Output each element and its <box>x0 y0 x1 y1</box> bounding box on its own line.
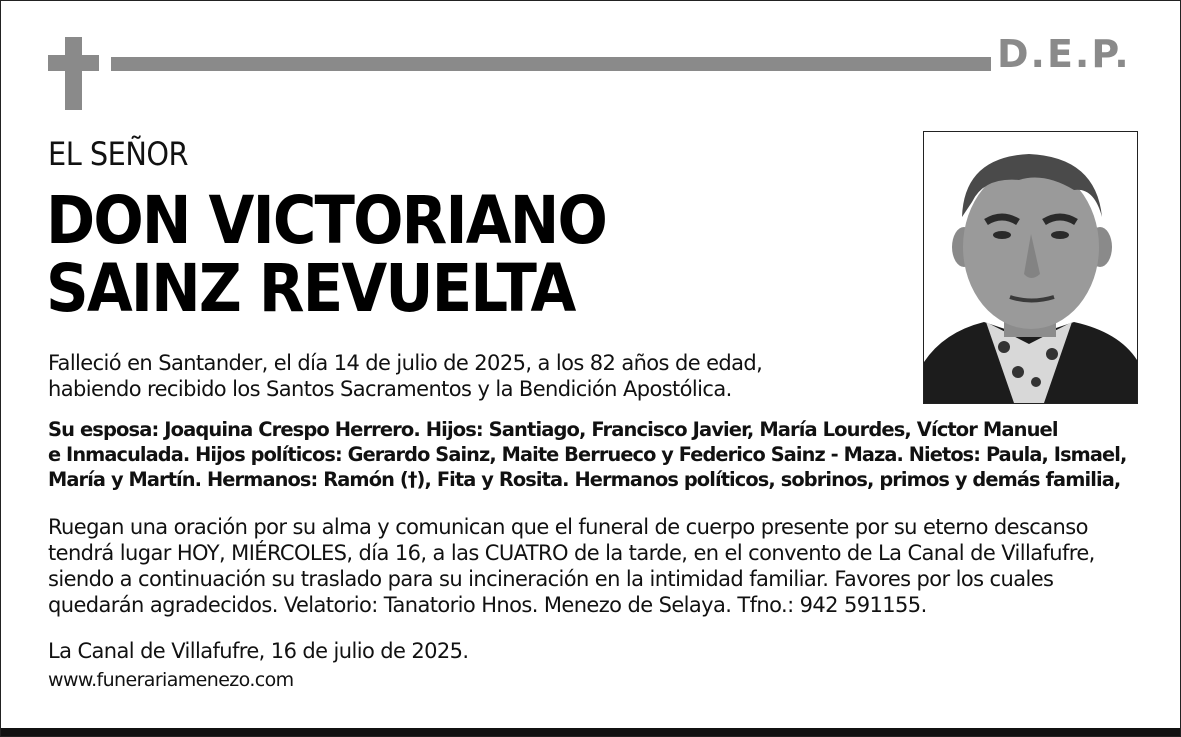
family-list <box>48 417 1137 492</box>
header-rule <box>111 57 991 71</box>
cross-icon <box>65 37 82 110</box>
death-info-line2: habiendo recibido los Santos Sacramentos y la Bendición Apostólica. <box>48 377 732 401</box>
dep-label: D.E.P. <box>997 32 1131 76</box>
title-prefix: EL SEÑOR <box>48 135 189 173</box>
funeral-line2: tendrá lugar HOY, MIÉRCOLES, día 16, a las CUATRO de la tarde, en el convento de La Canal de Villafufre, <box>48 541 1095 565</box>
death-info-line1: Falleció en Santander, el día 14 de julio de 2025, a los 82 años de edad, <box>48 351 763 375</box>
family-line2: e Inmaculada. Hijos políticos: Gerardo Sainz, Maite Berrueco y Federico Sainz - Maza. Nietos: Paula, Ismael, <box>48 443 1127 466</box>
funeral-line3: siendo a continuación su traslado para su incineración en la intimidad familiar. Favores por los cuales <box>48 567 1054 591</box>
funeral-info <box>48 514 1095 618</box>
deceased-name-line2: SAINZ REVUELTA <box>46 250 575 327</box>
family-line1: Su esposa: Joaquina Crespo Herrero. Hijos: Santiago, Francisco Javier, María Lourdes, Víctor Manuel <box>48 418 1058 441</box>
website-link[interactable]: www.funerariamenezo.com <box>48 669 294 691</box>
death-info <box>48 350 762 402</box>
portrait-photo <box>923 131 1138 404</box>
family-line3: María y Martín. Hermanos: Ramón (†), Fita y Rosita. Hermanos políticos, sobrinos, primos y demás familia, <box>48 468 1121 491</box>
portrait-illustration <box>924 132 1137 403</box>
deceased-name-line1: DON VICTORIANO <box>46 182 607 259</box>
bottom-border <box>1 728 1180 736</box>
cross-icon-bar <box>48 55 99 71</box>
funeral-line1: Ruegan una oración por su alma y comunican que el funeral de cuerpo presente por su eterno descanso <box>48 515 1088 539</box>
funeral-line4: quedarán agradecidos. Velatorio: Tanatorio Hnos. Menezo de Selaya. Tfno.: 942 591155. <box>48 593 927 617</box>
place-date: La Canal de Villafufre, 16 de julio de 2025. <box>48 639 469 663</box>
deceased-name <box>46 182 607 327</box>
